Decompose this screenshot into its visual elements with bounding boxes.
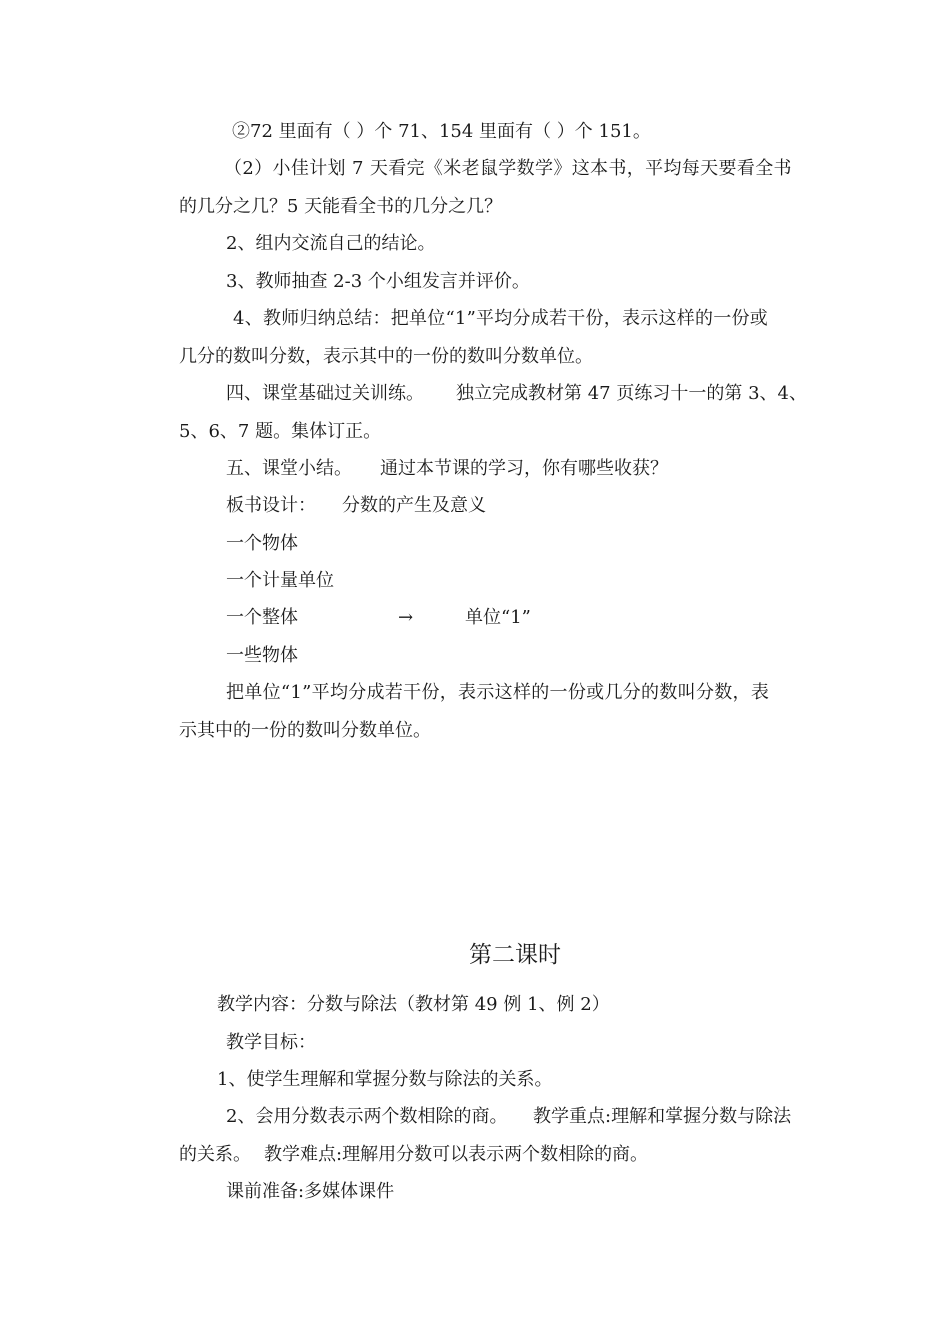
- difficulty-text: 教学难点:理解用分数可以表示两个数相除的商。: [264, 1144, 649, 1165]
- teaching-goals-label: 教学目标：: [226, 1032, 316, 1053]
- board-item-unit: 一个计量单位: [226, 570, 334, 591]
- goal-1-text: 1、使学生理解和掌握分数与除法的关系。: [217, 1069, 553, 1090]
- problem-2-line-1: （2）小佳计划 7 天看完《米老鼠学数学》这本书，平均每天要看全书: [224, 158, 792, 179]
- step-4-line-1: 4、教师归纳总结：把单位“1”平均分成若干份，表示这样的一份或: [233, 308, 769, 329]
- board-summary-line-2: 示其中的一份的数叫分数单位。: [179, 720, 431, 741]
- step-2-text: 2、组内交流自己的结论。: [226, 233, 436, 254]
- problem-2-line-2: 的几分之几？5 天能看全书的几分之几？: [179, 196, 503, 217]
- teaching-content: 教学内容：分数与除法（教材第 49 例 1、例 2）: [217, 994, 610, 1015]
- board-design-label: 板书设计：: [226, 495, 316, 516]
- step-3-text: 3、教师抽查 2-3 个小组发言并评价。: [226, 271, 530, 292]
- part-4-line-2: 5、6、7 题。集体订正。: [179, 421, 382, 442]
- right-arrow-icon: →: [398, 607, 414, 628]
- part-4-heading: 四、课堂基础过关训练。: [226, 383, 424, 404]
- step-4-line-2: 几分的数叫分数，表示其中的一份的数叫分数单位。: [179, 346, 593, 367]
- board-item-objects: 一些物体: [226, 645, 298, 666]
- board-summary-line-1: 把单位“1”平均分成若干份，表示这样的一份或几分的数叫分数，表: [226, 682, 770, 703]
- goal-2-text: 2、会用分数表示两个数相除的商。: [226, 1106, 508, 1127]
- question-2-line: ②72 里面有（ ）个 71、154 里面有（ ）个 151。: [232, 121, 651, 142]
- board-unit-one: 单位“1”: [465, 607, 531, 628]
- board-design-title: 分数的产生及意义: [342, 495, 486, 516]
- part-4-task: 独立完成教材第 47 页练习十一的第 3、4、: [456, 383, 807, 404]
- board-item-whole: 一个整体: [226, 607, 298, 628]
- board-item-object: 一个物体: [226, 533, 298, 554]
- key-point-text: 教学重点:理解和掌握分数与除法: [533, 1106, 792, 1127]
- lesson-2-heading: 第二课时: [469, 942, 561, 968]
- part-5-heading: 五、课堂小结。: [226, 458, 352, 479]
- part-5-text: 通过本节课的学习，你有哪些收获？: [380, 458, 668, 479]
- key-point-continued: 的关系。: [179, 1144, 251, 1165]
- class-preparation: 课前准备:多媒体课件: [226, 1181, 395, 1202]
